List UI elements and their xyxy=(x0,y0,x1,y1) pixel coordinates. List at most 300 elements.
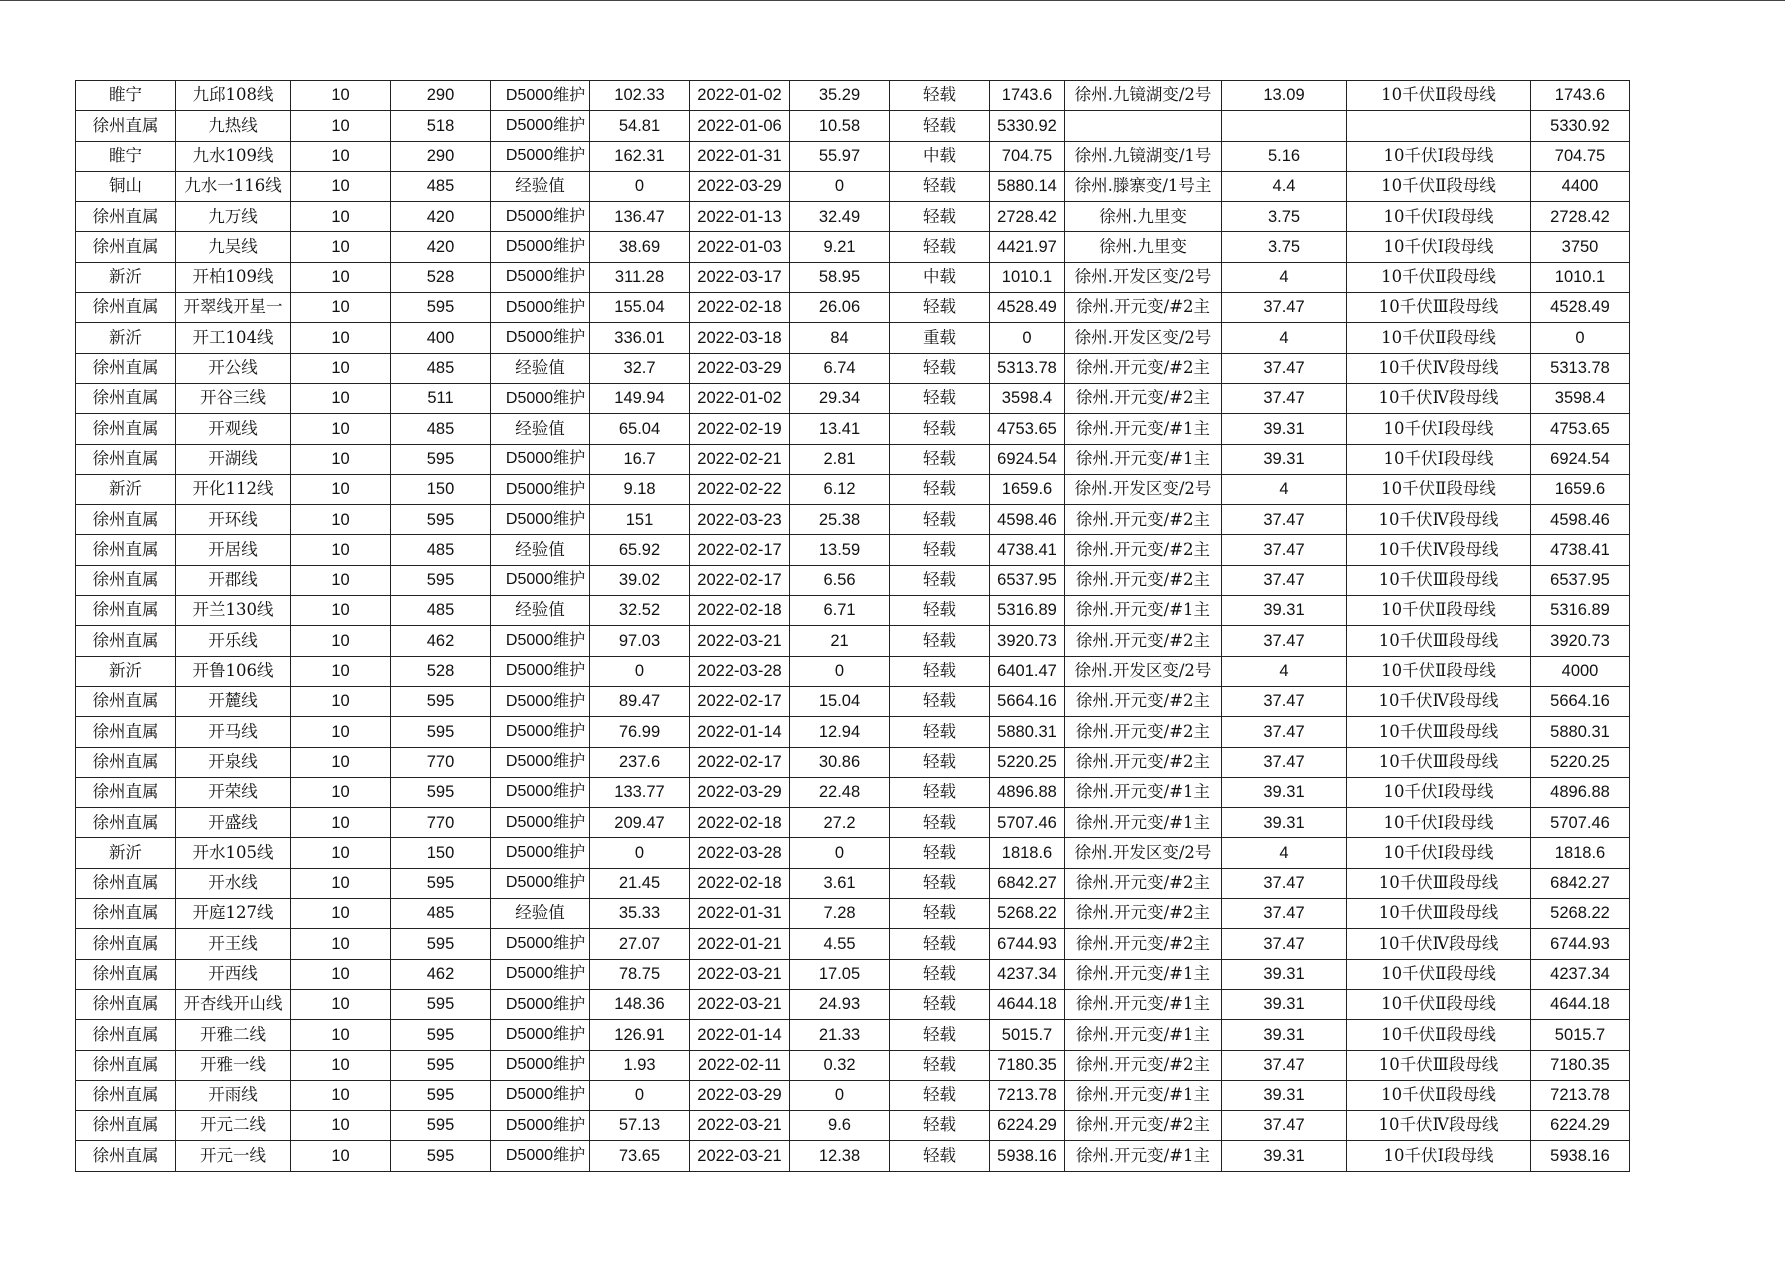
open-capacity-cell: 1818.6 xyxy=(990,838,1065,868)
substation-cell: 徐州.开发区变/2号 xyxy=(1065,323,1222,353)
open-capacity-cell: 6537.95 xyxy=(990,565,1065,595)
table-row xyxy=(76,565,1630,595)
date-cell: 2022-02-17 xyxy=(690,686,790,716)
date-cell: 2022-03-21 xyxy=(690,989,790,1019)
data-source-cell: D5000维护 xyxy=(491,111,590,141)
load-status-cell: 轻载 xyxy=(890,899,990,929)
limit-cell: 595 xyxy=(391,989,491,1019)
transformer-load-cell: 4 xyxy=(1222,323,1347,353)
date-cell: 2022-01-31 xyxy=(690,899,790,929)
load-status-cell: 轻载 xyxy=(890,232,990,262)
transformer-load-cell: 39.31 xyxy=(1222,989,1347,1019)
table-row xyxy=(76,929,1630,959)
data-source-cell: 经验值 xyxy=(491,535,590,565)
line-name-cell: 开公线 xyxy=(176,353,291,383)
unit-cell: 徐州直属 xyxy=(76,232,176,262)
load-status-cell: 轻载 xyxy=(890,686,990,716)
limit-cell: 150 xyxy=(391,838,491,868)
voltage-cell: 10 xyxy=(291,656,391,686)
busbar-cell: 10千伏Ⅳ段母线 xyxy=(1347,1111,1531,1141)
load-rate-cell: 35.29 xyxy=(790,81,890,111)
max-current-cell: 39.02 xyxy=(590,565,690,595)
line-name-cell: 开盛线 xyxy=(176,808,291,838)
unit-cell: 徐州直属 xyxy=(76,1020,176,1050)
unit-cell: 徐州直属 xyxy=(76,1141,176,1171)
line-name-cell: 九水109线 xyxy=(176,141,291,171)
transformer-load-cell: 37.47 xyxy=(1222,899,1347,929)
open-capacity-cell: 5664.16 xyxy=(990,686,1065,716)
max-current-cell: 76.99 xyxy=(590,717,690,747)
line-name-cell: 开王线 xyxy=(176,929,291,959)
busbar-cell: 10千伏Ⅲ段母线 xyxy=(1347,626,1531,656)
unit-cell: 徐州直属 xyxy=(76,959,176,989)
max-current-cell: 0 xyxy=(590,171,690,201)
unit-cell: 徐州直属 xyxy=(76,899,176,929)
load-status-cell: 轻载 xyxy=(890,959,990,989)
data-source-cell: 经验值 xyxy=(491,353,590,383)
line-name-cell: 开郡线 xyxy=(176,565,291,595)
access-capacity-cell: 5664.16 xyxy=(1531,686,1630,716)
date-cell: 2022-01-03 xyxy=(690,232,790,262)
data-source-cell: D5000维护 xyxy=(491,444,590,474)
table-row xyxy=(76,81,1630,111)
voltage-cell: 10 xyxy=(291,686,391,716)
load-status-cell: 中载 xyxy=(890,141,990,171)
substation-cell: 徐州.开元变/#2主 xyxy=(1065,747,1222,777)
line-name-cell: 开水线 xyxy=(176,868,291,898)
access-capacity-cell: 5330.92 xyxy=(1531,111,1630,141)
substation-cell: 徐州.滕寨变/1号主 xyxy=(1065,171,1222,201)
max-current-cell: 0 xyxy=(590,1080,690,1110)
open-capacity-cell: 6924.54 xyxy=(990,444,1065,474)
limit-cell: 462 xyxy=(391,959,491,989)
table-row xyxy=(76,1050,1630,1080)
date-cell: 2022-03-23 xyxy=(690,505,790,535)
load-rate-cell: 6.74 xyxy=(790,353,890,383)
transformer-load-cell: 37.47 xyxy=(1222,535,1347,565)
data-source-cell: D5000维护 xyxy=(491,1080,590,1110)
max-current-cell: 16.7 xyxy=(590,444,690,474)
max-current-cell: 21.45 xyxy=(590,868,690,898)
load-status-cell: 轻载 xyxy=(890,1111,990,1141)
limit-cell: 595 xyxy=(391,565,491,595)
load-status-cell: 轻载 xyxy=(890,717,990,747)
transformer-load-cell: 39.31 xyxy=(1222,1080,1347,1110)
substation-cell: 徐州.开元变/#2主 xyxy=(1065,929,1222,959)
load-status-cell: 轻载 xyxy=(890,202,990,232)
date-cell: 2022-03-21 xyxy=(690,626,790,656)
date-cell: 2022-02-17 xyxy=(690,565,790,595)
transformer-load-cell: 39.31 xyxy=(1222,1141,1347,1171)
unit-cell: 徐州直属 xyxy=(76,989,176,1019)
access-capacity-cell: 4000 xyxy=(1531,656,1630,686)
limit-cell: 595 xyxy=(391,686,491,716)
busbar-cell: 10千伏Ⅰ段母线 xyxy=(1347,444,1531,474)
open-capacity-cell: 3920.73 xyxy=(990,626,1065,656)
unit-cell: 徐州直属 xyxy=(76,686,176,716)
load-status-cell: 轻载 xyxy=(890,808,990,838)
transformer-load-cell: 13.09 xyxy=(1222,81,1347,111)
unit-cell: 徐州直属 xyxy=(76,111,176,141)
load-rate-cell: 0 xyxy=(790,838,890,868)
voltage-cell: 10 xyxy=(291,323,391,353)
load-rate-cell: 55.97 xyxy=(790,141,890,171)
load-rate-cell: 13.59 xyxy=(790,535,890,565)
open-capacity-cell: 5707.46 xyxy=(990,808,1065,838)
max-current-cell: 9.18 xyxy=(590,474,690,504)
access-capacity-cell: 7213.78 xyxy=(1531,1080,1630,1110)
unit-cell: 徐州直属 xyxy=(76,414,176,444)
max-current-cell: 57.13 xyxy=(590,1111,690,1141)
load-rate-cell: 4.55 xyxy=(790,929,890,959)
line-name-cell: 开鲁106线 xyxy=(176,656,291,686)
table-row xyxy=(76,1080,1630,1110)
load-rate-cell: 9.6 xyxy=(790,1111,890,1141)
load-rate-cell: 58.95 xyxy=(790,262,890,292)
limit-cell: 420 xyxy=(391,202,491,232)
date-cell: 2022-02-22 xyxy=(690,474,790,504)
voltage-cell: 10 xyxy=(291,565,391,595)
load-rate-cell: 21 xyxy=(790,626,890,656)
busbar-cell: 10千伏Ⅱ段母线 xyxy=(1347,1080,1531,1110)
limit-cell: 485 xyxy=(391,596,491,626)
transformer-load-cell: 39.31 xyxy=(1222,444,1347,474)
open-capacity-cell: 7180.35 xyxy=(990,1050,1065,1080)
table-row xyxy=(76,838,1630,868)
load-rate-cell: 15.04 xyxy=(790,686,890,716)
date-cell: 2022-01-02 xyxy=(690,383,790,413)
unit-cell: 徐州直属 xyxy=(76,808,176,838)
open-capacity-cell: 5880.31 xyxy=(990,717,1065,747)
line-name-cell: 开麓线 xyxy=(176,686,291,716)
limit-cell: 595 xyxy=(391,868,491,898)
access-capacity-cell: 5707.46 xyxy=(1531,808,1630,838)
load-rate-cell: 30.86 xyxy=(790,747,890,777)
access-capacity-cell: 4753.65 xyxy=(1531,414,1630,444)
open-capacity-cell: 0 xyxy=(990,323,1065,353)
max-current-cell: 89.47 xyxy=(590,686,690,716)
max-current-cell: 97.03 xyxy=(590,626,690,656)
data-source-cell: D5000维护 xyxy=(491,565,590,595)
substation-cell xyxy=(1065,111,1222,141)
substation-cell: 徐州.开元变/#1主 xyxy=(1065,1020,1222,1050)
access-capacity-cell: 5880.31 xyxy=(1531,717,1630,747)
substation-cell: 徐州.开元变/#2主 xyxy=(1065,1111,1222,1141)
date-cell: 2022-03-21 xyxy=(690,959,790,989)
load-status-cell: 中载 xyxy=(890,262,990,292)
unit-cell: 新沂 xyxy=(76,323,176,353)
unit-cell: 铜山 xyxy=(76,171,176,201)
voltage-cell: 10 xyxy=(291,293,391,323)
table-row xyxy=(76,383,1630,413)
table-row xyxy=(76,444,1630,474)
unit-cell: 徐州直属 xyxy=(76,747,176,777)
data-source-cell: D5000维护 xyxy=(491,686,590,716)
unit-cell: 徐州直属 xyxy=(76,1080,176,1110)
open-capacity-cell: 1743.6 xyxy=(990,81,1065,111)
max-current-cell: 27.07 xyxy=(590,929,690,959)
line-name-cell: 开水105线 xyxy=(176,838,291,868)
unit-cell: 徐州直属 xyxy=(76,1111,176,1141)
date-cell: 2022-02-18 xyxy=(690,293,790,323)
substation-cell: 徐州.开元变/#1主 xyxy=(1065,414,1222,444)
open-capacity-cell: 5220.25 xyxy=(990,747,1065,777)
load-rate-cell: 9.21 xyxy=(790,232,890,262)
busbar-cell: 10千伏Ⅱ段母线 xyxy=(1347,989,1531,1019)
line-name-cell: 开兰130线 xyxy=(176,596,291,626)
voltage-cell: 10 xyxy=(291,262,391,292)
access-capacity-cell: 1010.1 xyxy=(1531,262,1630,292)
table-row xyxy=(76,808,1630,838)
data-source-cell: D5000维护 xyxy=(491,868,590,898)
date-cell: 2022-03-17 xyxy=(690,262,790,292)
busbar-cell: 10千伏Ⅰ段母线 xyxy=(1347,808,1531,838)
date-cell: 2022-02-17 xyxy=(690,747,790,777)
max-current-cell: 0 xyxy=(590,838,690,868)
load-rate-cell: 6.56 xyxy=(790,565,890,595)
busbar-cell: 10千伏Ⅳ段母线 xyxy=(1347,686,1531,716)
max-current-cell: 54.81 xyxy=(590,111,690,141)
date-cell: 2022-03-28 xyxy=(690,656,790,686)
open-capacity-cell: 4528.49 xyxy=(990,293,1065,323)
access-capacity-cell: 6842.27 xyxy=(1531,868,1630,898)
open-capacity-cell: 4598.46 xyxy=(990,505,1065,535)
voltage-cell: 10 xyxy=(291,868,391,898)
open-capacity-cell: 5313.78 xyxy=(990,353,1065,383)
voltage-cell: 10 xyxy=(291,383,391,413)
table-row xyxy=(76,1141,1630,1171)
voltage-cell: 10 xyxy=(291,444,391,474)
load-status-cell: 轻载 xyxy=(890,989,990,1019)
load-rate-cell: 26.06 xyxy=(790,293,890,323)
busbar-cell: 10千伏Ⅳ段母线 xyxy=(1347,535,1531,565)
transformer-load-cell: 4 xyxy=(1222,474,1347,504)
max-current-cell: 155.04 xyxy=(590,293,690,323)
substation-cell: 徐州.开元变/#2主 xyxy=(1065,868,1222,898)
data-source-cell: D5000维护 xyxy=(491,262,590,292)
unit-cell: 徐州直属 xyxy=(76,353,176,383)
transformer-load-cell: 4.4 xyxy=(1222,171,1347,201)
max-current-cell: 148.36 xyxy=(590,989,690,1019)
load-rate-cell: 12.94 xyxy=(790,717,890,747)
line-name-cell: 九邱108线 xyxy=(176,81,291,111)
data-source-cell: D5000维护 xyxy=(491,383,590,413)
table-body xyxy=(76,81,1630,1172)
substation-cell: 徐州.九里变 xyxy=(1065,202,1222,232)
data-source-cell: D5000维护 xyxy=(491,838,590,868)
max-current-cell: 32.7 xyxy=(590,353,690,383)
unit-cell: 徐州直属 xyxy=(76,565,176,595)
limit-cell: 528 xyxy=(391,262,491,292)
busbar-cell: 10千伏Ⅱ段母线 xyxy=(1347,1020,1531,1050)
date-cell: 2022-02-18 xyxy=(690,868,790,898)
open-capacity-cell: 2728.42 xyxy=(990,202,1065,232)
table-row xyxy=(76,959,1630,989)
load-rate-cell: 84 xyxy=(790,323,890,353)
unit-cell: 新沂 xyxy=(76,262,176,292)
limit-cell: 485 xyxy=(391,171,491,201)
substation-cell: 徐州.开发区变/2号 xyxy=(1065,656,1222,686)
transformer-load-cell xyxy=(1222,111,1347,141)
max-current-cell: 237.6 xyxy=(590,747,690,777)
busbar-cell: 10千伏Ⅰ段母线 xyxy=(1347,232,1531,262)
load-status-cell: 轻载 xyxy=(890,383,990,413)
limit-cell: 485 xyxy=(391,899,491,929)
transformer-load-cell: 39.31 xyxy=(1222,959,1347,989)
data-source-cell: D5000维护 xyxy=(491,202,590,232)
table-row xyxy=(76,353,1630,383)
load-status-cell: 轻载 xyxy=(890,777,990,807)
load-rate-cell: 10.58 xyxy=(790,111,890,141)
load-rate-cell: 12.38 xyxy=(790,1141,890,1171)
open-capacity-cell: 4896.88 xyxy=(990,777,1065,807)
voltage-cell: 10 xyxy=(291,838,391,868)
max-current-cell: 133.77 xyxy=(590,777,690,807)
limit-cell: 595 xyxy=(391,717,491,747)
access-capacity-cell: 4400 xyxy=(1531,171,1630,201)
load-rate-cell: 0 xyxy=(790,171,890,201)
voltage-cell: 10 xyxy=(291,626,391,656)
unit-cell: 徐州直属 xyxy=(76,535,176,565)
load-status-cell: 轻载 xyxy=(890,1141,990,1171)
date-cell: 2022-02-18 xyxy=(690,808,790,838)
substation-cell: 徐州.开元变/#1主 xyxy=(1065,777,1222,807)
date-cell: 2022-01-14 xyxy=(690,717,790,747)
voltage-cell: 10 xyxy=(291,899,391,929)
open-capacity-cell: 6744.93 xyxy=(990,929,1065,959)
substation-cell: 徐州.九里变 xyxy=(1065,232,1222,262)
access-capacity-cell: 6924.54 xyxy=(1531,444,1630,474)
busbar-cell: 10千伏Ⅲ段母线 xyxy=(1347,747,1531,777)
substation-cell: 徐州.开元变/#2主 xyxy=(1065,353,1222,383)
load-status-cell: 轻载 xyxy=(890,838,990,868)
open-capacity-cell: 6401.47 xyxy=(990,656,1065,686)
open-capacity-cell: 3598.4 xyxy=(990,383,1065,413)
data-source-cell: D5000维护 xyxy=(491,323,590,353)
unit-cell: 徐州直属 xyxy=(76,383,176,413)
date-cell: 2022-02-18 xyxy=(690,596,790,626)
date-cell: 2022-03-29 xyxy=(690,353,790,383)
access-capacity-cell: 4598.46 xyxy=(1531,505,1630,535)
max-current-cell: 162.31 xyxy=(590,141,690,171)
line-name-cell: 开化112线 xyxy=(176,474,291,504)
access-capacity-cell: 3598.4 xyxy=(1531,383,1630,413)
voltage-cell: 10 xyxy=(291,596,391,626)
table-row xyxy=(76,989,1630,1019)
load-status-cell: 轻载 xyxy=(890,626,990,656)
access-capacity-cell: 704.75 xyxy=(1531,141,1630,171)
open-capacity-cell: 704.75 xyxy=(990,141,1065,171)
load-status-cell: 轻载 xyxy=(890,293,990,323)
data-source-cell: D5000维护 xyxy=(491,1050,590,1080)
substation-cell: 徐州.开元变/#1主 xyxy=(1065,989,1222,1019)
access-capacity-cell: 4237.34 xyxy=(1531,959,1630,989)
transformer-load-cell: 39.31 xyxy=(1222,808,1347,838)
max-current-cell: 209.47 xyxy=(590,808,690,838)
voltage-cell: 10 xyxy=(291,474,391,504)
limit-cell: 770 xyxy=(391,808,491,838)
line-name-cell: 开工104线 xyxy=(176,323,291,353)
table-row xyxy=(76,626,1630,656)
unit-cell: 徐州直属 xyxy=(76,202,176,232)
unit-cell: 徐州直属 xyxy=(76,929,176,959)
load-status-cell: 轻载 xyxy=(890,1050,990,1080)
limit-cell: 595 xyxy=(391,1050,491,1080)
table-row xyxy=(76,171,1630,201)
voltage-cell: 10 xyxy=(291,1080,391,1110)
max-current-cell: 1.93 xyxy=(590,1050,690,1080)
limit-cell: 595 xyxy=(391,1111,491,1141)
load-rate-cell: 29.34 xyxy=(790,383,890,413)
max-current-cell: 32.52 xyxy=(590,596,690,626)
transformer-load-cell: 39.31 xyxy=(1222,414,1347,444)
date-cell: 2022-03-29 xyxy=(690,171,790,201)
max-current-cell: 38.69 xyxy=(590,232,690,262)
data-source-cell: D5000维护 xyxy=(491,747,590,777)
table-row xyxy=(76,414,1630,444)
data-source-cell: D5000维护 xyxy=(491,989,590,1019)
line-name-cell: 开柏109线 xyxy=(176,262,291,292)
access-capacity-cell: 3750 xyxy=(1531,232,1630,262)
date-cell: 2022-03-21 xyxy=(690,1141,790,1171)
table-row xyxy=(76,656,1630,686)
access-capacity-cell: 4738.41 xyxy=(1531,535,1630,565)
data-source-cell: D5000维护 xyxy=(491,505,590,535)
data-source-cell: 经验值 xyxy=(491,171,590,201)
load-status-cell: 轻载 xyxy=(890,596,990,626)
table-row xyxy=(76,535,1630,565)
access-capacity-cell: 2728.42 xyxy=(1531,202,1630,232)
table-row xyxy=(76,686,1630,716)
substation-cell: 徐州.开元变/#2主 xyxy=(1065,565,1222,595)
load-status-cell: 轻载 xyxy=(890,505,990,535)
line-name-cell: 开荣线 xyxy=(176,777,291,807)
limit-cell: 518 xyxy=(391,111,491,141)
load-status-cell: 轻载 xyxy=(890,929,990,959)
busbar-cell: 10千伏Ⅱ段母线 xyxy=(1347,474,1531,504)
line-name-cell: 开翠线开星一 xyxy=(176,293,291,323)
date-cell: 2022-02-17 xyxy=(690,535,790,565)
data-source-cell: D5000维护 xyxy=(491,232,590,262)
max-current-cell: 73.65 xyxy=(590,1141,690,1171)
open-capacity-cell: 5330.92 xyxy=(990,111,1065,141)
limit-cell: 595 xyxy=(391,777,491,807)
table-row xyxy=(76,596,1630,626)
date-cell: 2022-03-29 xyxy=(690,1080,790,1110)
transformer-load-cell: 37.47 xyxy=(1222,868,1347,898)
max-current-cell: 151 xyxy=(590,505,690,535)
transformer-load-cell: 3.75 xyxy=(1222,232,1347,262)
access-capacity-cell: 1743.6 xyxy=(1531,81,1630,111)
table-row xyxy=(76,474,1630,504)
access-capacity-cell: 1818.6 xyxy=(1531,838,1630,868)
load-rate-cell: 0 xyxy=(790,656,890,686)
data-source-cell: D5000维护 xyxy=(491,656,590,686)
unit-cell: 徐州直属 xyxy=(76,444,176,474)
access-capacity-cell: 7180.35 xyxy=(1531,1050,1630,1080)
date-cell: 2022-02-21 xyxy=(690,444,790,474)
substation-cell: 徐州.九镜湖变/1号 xyxy=(1065,141,1222,171)
unit-cell: 新沂 xyxy=(76,474,176,504)
access-capacity-cell: 6224.29 xyxy=(1531,1111,1630,1141)
transformer-load-cell: 37.47 xyxy=(1222,626,1347,656)
load-status-cell: 轻载 xyxy=(890,535,990,565)
substation-cell: 徐州.开元变/#2主 xyxy=(1065,1050,1222,1080)
load-rate-cell: 17.05 xyxy=(790,959,890,989)
substation-cell: 徐州.开元变/#1主 xyxy=(1065,808,1222,838)
line-name-cell: 开庭127线 xyxy=(176,899,291,929)
open-capacity-cell: 5268.22 xyxy=(990,899,1065,929)
